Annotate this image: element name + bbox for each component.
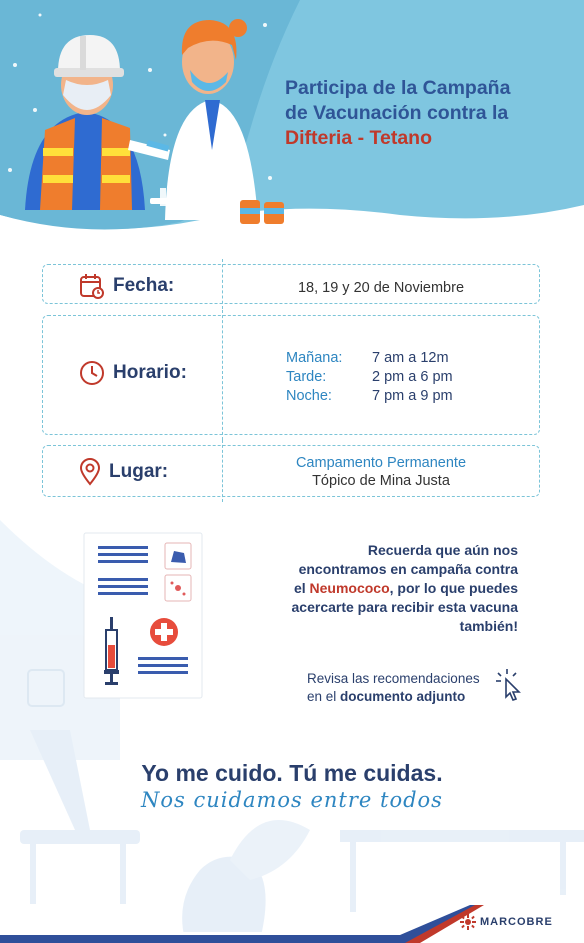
fecha-label: Fecha: xyxy=(113,275,175,296)
document-line-1: Revisa las recomendaciones xyxy=(307,671,480,686)
title-line-2: de Vacunación contra la xyxy=(285,102,509,124)
lugar-divider xyxy=(222,440,223,502)
campaign-title xyxy=(285,76,575,151)
reminder-line-3: el Neumococo, por lo que puedes xyxy=(293,580,518,596)
schedule-row xyxy=(286,387,453,406)
document-link-bold: documento adjunto xyxy=(340,689,466,704)
reminder-line-5: también! xyxy=(459,618,518,634)
reminder-line-1: Recuerda que aún nos xyxy=(367,542,518,558)
schedule-period: Tarde: xyxy=(286,369,327,385)
cursor-click-icon xyxy=(495,667,527,703)
schedule-period: Mañana: xyxy=(286,350,343,366)
horario-divider xyxy=(222,310,223,440)
brand-name: MARCOBRE xyxy=(480,916,553,928)
neumococo-reminder xyxy=(258,541,518,636)
reminder-line-4: acercarte para recibir esta vacuna xyxy=(291,599,518,615)
title-highlight: Difteria - Tetano xyxy=(285,127,432,149)
location-pin-icon xyxy=(79,458,101,486)
marcobre-logo-icon xyxy=(460,914,476,930)
lugar-box xyxy=(42,445,540,497)
lugar-line-2: Tópico de Mina Justa xyxy=(312,473,450,489)
schedule-list xyxy=(286,349,453,406)
calendar-icon xyxy=(79,273,105,299)
fecha-box xyxy=(42,264,540,304)
lugar-line-1: Campamento Permanente xyxy=(295,455,467,471)
slogan: Yo me cuido. Tú me cuidas. xyxy=(141,760,443,786)
title-line-1: Participa de la Campaña xyxy=(285,77,511,99)
tagline: Nos cuidamos entre todos xyxy=(141,788,443,812)
schedule-period: Noche: xyxy=(286,388,332,404)
document-link-card[interactable] xyxy=(245,661,535,709)
horario-label-group xyxy=(79,360,187,386)
schedule-row xyxy=(286,349,453,368)
brand-logo xyxy=(460,914,553,930)
lugar-label: Lugar: xyxy=(109,461,169,482)
schedule-row xyxy=(286,368,453,387)
clock-icon xyxy=(79,360,105,386)
schedule-time: 2 pm a 6 pm xyxy=(372,369,453,385)
document-link-text[interactable]: Revisa las recomendaciones en el documento adjunto xyxy=(307,671,480,704)
fecha-value: 18, 19 y 20 de Noviembre xyxy=(297,280,465,296)
neumococo-highlight: Neumococo xyxy=(309,580,390,596)
document-illustration xyxy=(84,533,202,698)
reminder-line-2: encontramos en campaña contra xyxy=(298,561,518,577)
schedule-time: 7 pm a 9 pm xyxy=(372,388,453,404)
horario-box xyxy=(42,315,540,435)
horario-label: Horario: xyxy=(113,362,187,383)
fecha-label-group xyxy=(79,273,174,299)
lugar-label-group xyxy=(79,458,168,486)
schedule-time: 7 am a 12m xyxy=(372,350,449,366)
